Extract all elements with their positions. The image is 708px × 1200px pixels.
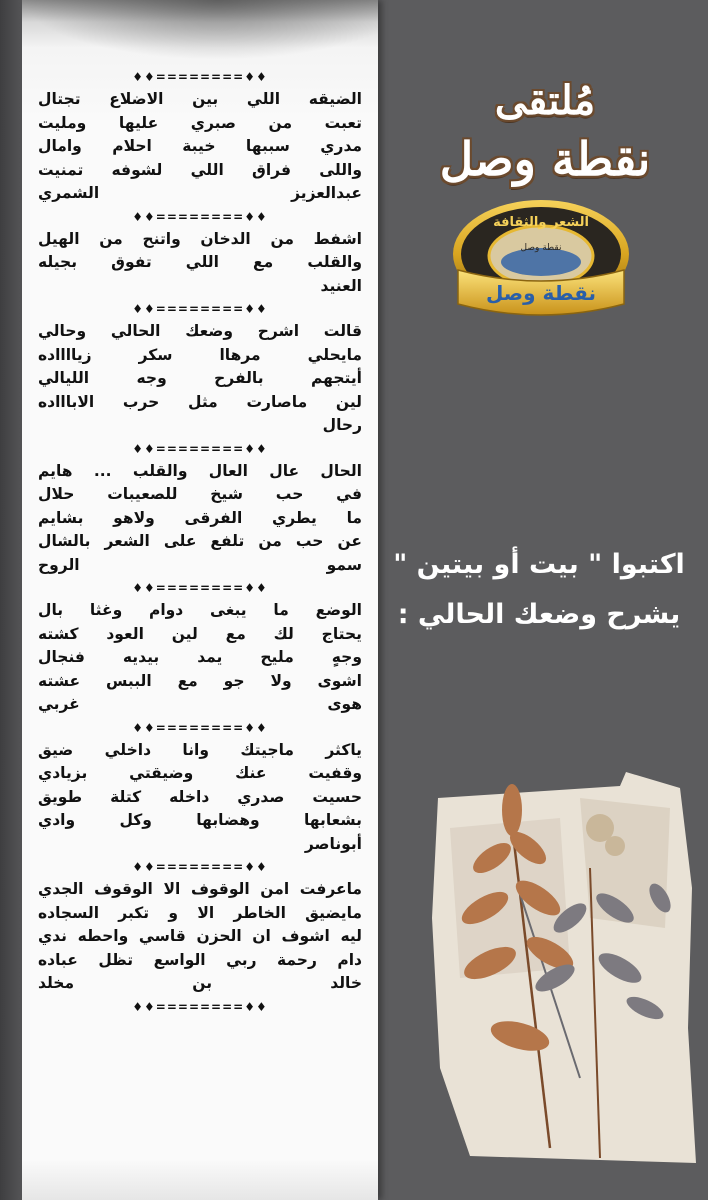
logo-emblem [448,196,634,330]
poem-line: قالت اشرح وضعك الحالي وحالي [38,322,362,340]
separator: ♦♦========♦♦ [132,720,268,735]
poem-line: يحتاج لك مع لين العود كشته [38,624,362,643]
poem-line: الوضع ما يبغى دوام وغثا بال [38,601,362,619]
poem-author: رحال [322,416,362,434]
prompt-line-2: يشرح وضعك الحالي : [397,599,681,630]
poem-line: اشفط من الدخان واتنح من الهيل [38,229,362,248]
poem-author: هوى غربي [38,695,362,713]
poem-author: سمو الروح [38,555,362,574]
title-line-1: مُلتقى [494,77,596,124]
poem-line: وجهٍ مليح يمد بيديه فنجال [38,648,362,666]
poem-2 [30,228,370,299]
left-dark-strip [0,0,22,1200]
emblem-inner-text: نقطة وصل [520,243,562,253]
prompt-text [380,540,698,640]
title-line-2: نقطة وصل [439,132,651,186]
emblem-ribbon-text: نقطة وصل [485,281,597,305]
poem-author: خالد بن مخلد [38,974,362,992]
separator: ♦♦========♦♦ [132,441,268,456]
poem-line: لين ماصارت مثل حرب الاباااده [38,392,362,411]
poem-1 [30,88,370,206]
separator: ♦♦========♦♦ [132,209,268,224]
poem-line: دام رحمة ربي الواسع تظل عباده [38,950,362,969]
poem-author: أبوناصر [304,834,362,853]
emblem-top-text: الشعر والثقافة [493,215,589,230]
poem-line: مايضيق الخاطر الا و تكبر السجاده [38,903,362,922]
poem-line: تعبت من صبري عليها ومليت [38,113,362,132]
poem-3 [30,320,370,438]
separator: ♦♦========♦♦ [132,860,268,874]
poem-line: وقفيت عنك وضيقتي بزيادي [38,764,362,782]
poem-line: في حب شيخ للصعيبات حلال [38,485,362,503]
poem-line: ما يطري الفرقى ولاهو بشايم [38,508,362,527]
poem-line: والقلب مع اللي تفوق بجيله [38,253,362,271]
poems-column [30,66,370,1018]
poem-line: اشوى ولا جو مع الببس عشته [38,671,362,690]
separator-end: ♦♦========♦♦ [132,999,268,1014]
poem-6 [30,739,370,857]
dried-leaves-image [430,768,700,1168]
poem-line: حسيت صدري داخله كتلة طويق [38,787,362,806]
poem-line: واللى فراق اللي لشوفه تمنيت [38,160,362,179]
poem-line: مدري سببها خيبة احلام وامال [38,137,362,155]
poem-4 [30,460,370,578]
separator: ♦♦========♦♦ [132,581,268,595]
separator: ♦♦========♦♦ [132,70,268,84]
poem-line: عن حب من تلفع على الشعر بالشال [38,532,362,550]
poem-line: مايحلي مرهاا سكر زيااااده [38,345,362,364]
poem-line: الضيقه اللي بين الاضلاع تجتال [38,90,362,108]
poem-line: بشعابها وهضابها وكل وادي [38,811,362,829]
poem-line: ياكثر ماجيتك وانا داخلي ضيق [38,740,362,759]
poem-line: الحال عال العال والقلب ... هايم [38,461,362,480]
poem-5 [30,599,370,717]
page-title [410,72,680,188]
poem-7 [30,878,370,996]
poem-author: العنيد [320,276,362,295]
poem-author: عبدالعزيز الشمري [38,184,362,202]
prompt-line-1: اكتبوا " بيت أو بيتين " [393,549,685,580]
poem-line: ليه اشوف ان الحزن قاسي واحطه ندي [38,927,362,945]
poem-line: أيتجهم بالفرح وجه الليالي [38,369,362,387]
poem-line: ماعرفت امن الوقوف الا الوقوف الجدي [38,880,362,898]
separator: ♦♦========♦♦ [132,302,268,316]
